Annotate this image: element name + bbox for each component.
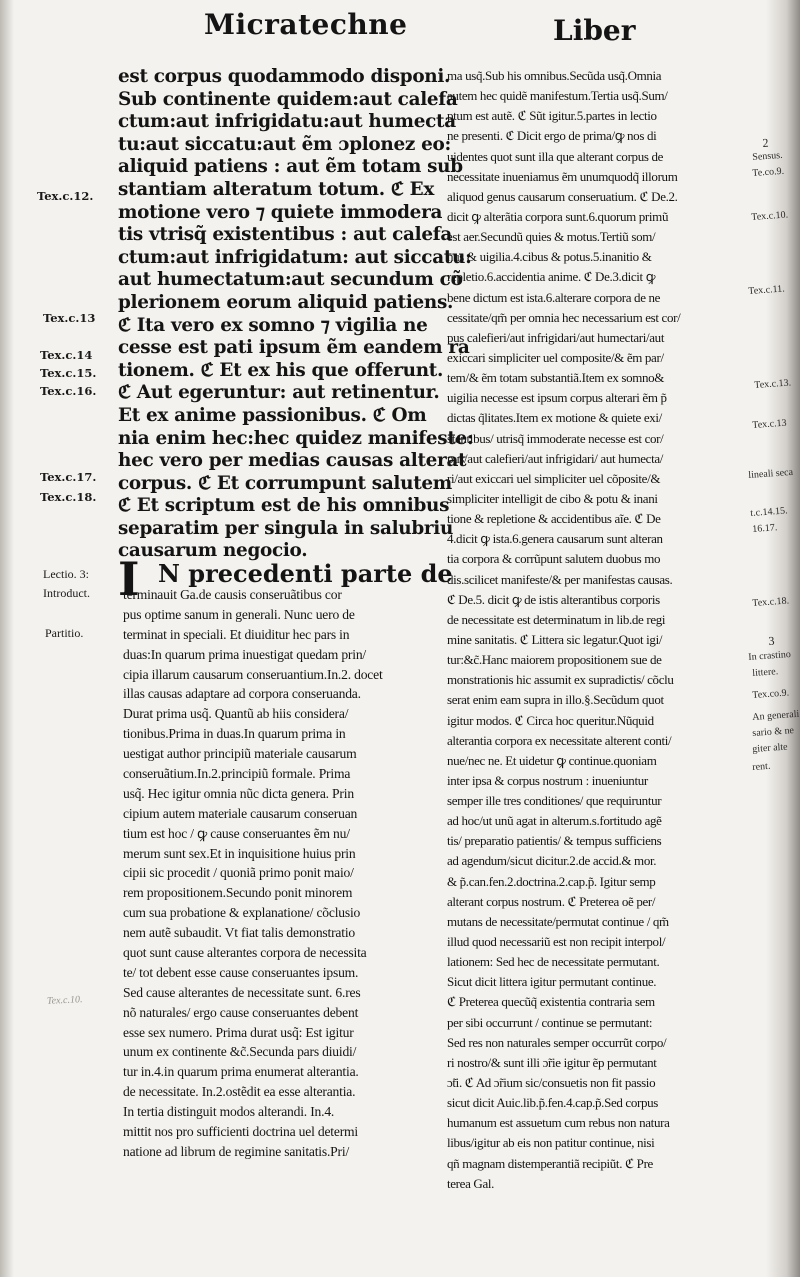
text-line: cipia illarum causarum conseruantium.In.2. docet <box>123 666 383 682</box>
text-line: inter ipsa & corpus nostrum : inueniuntur <box>447 772 648 788</box>
right-margin-note: Tex.c.13 <box>752 417 787 431</box>
text-line: ɔ̃ti. ℭ Ad ɔ̃rium sic/consuetis non fit passio <box>447 1075 656 1091</box>
margin-note: Tex.c.16. <box>40 384 97 398</box>
text-line: terminat in speciali. Et diuiditur hec pars in <box>123 626 350 642</box>
text-line: libus/igitur ab eis non patitur continue, nisi <box>447 1135 655 1151</box>
text-line: cipium autem materiale causarum conseruan <box>123 805 358 821</box>
text-line: Sed cause alterantes de necessitate sunt. 6.res <box>123 984 361 1000</box>
text-line: esse sex numero. Prima durat usq̃: Est igitur <box>123 1024 354 1040</box>
text-line: necessitate inueniamus ẽm unumquodq̃ illorum <box>447 168 678 184</box>
text-line: ℭ Et scriptum est de his omnibus <box>118 495 450 517</box>
text-line: mittit nos pro sufficienti doctrina uel determi <box>123 1124 358 1140</box>
text-line: ad hoc/ut unũ agat in alterum.s.fortitudo agẽ <box>447 813 662 829</box>
text-line: cesse est pati ipsum ẽm eandem ra <box>118 337 470 359</box>
text-line: terminauit Ga.de causis conseruãtibus cor <box>123 587 342 602</box>
lectio-title: N precedenti parte de <box>158 559 453 588</box>
right-margin-note: An generali <box>752 708 800 723</box>
text-line: conseruãtium.In.2.principiũ formale. Prima <box>123 766 351 782</box>
right-margin-note: 2 <box>762 135 769 150</box>
text-line: quot sunt cause alterantes corpora de necessita <box>123 945 367 961</box>
text-line: pus/aut calefieri/aut infrigidari/ aut humecta/ <box>447 450 664 466</box>
text-line: Durat prima usq̃. Quantũ ab hiis considera/ <box>123 706 349 722</box>
right-margin-note: Tex.co.9. <box>752 687 790 701</box>
text-line: de necessitate est determinatum in lib.de regi <box>447 611 666 627</box>
text-line: illud quod necessariũ est non recipit interpol/ <box>447 934 666 950</box>
margin-note: Partitio. <box>45 626 84 640</box>
text-line: alterantia corpora ex necessitate alterent conti/ <box>447 732 672 748</box>
text-line: uidentes quot sunt illa que alterant corpus de <box>447 148 664 164</box>
bleed-through-text: Tex.c.10. <box>46 994 83 1007</box>
right-margin-note: 3 <box>768 633 775 648</box>
right-margin-note: Tex.c.11. <box>748 283 786 297</box>
text-line: tem/& ẽm totam substantiã.Item ex somno& <box>447 370 665 386</box>
right-margin-note: 16.17. <box>752 522 778 535</box>
text-line: ne presenti. ℭ Dicit ergo de prima/ꝙ nos di <box>447 128 657 144</box>
text-line: nus & uigilia.4.cibus & potus.5.inanitio & <box>447 249 652 265</box>
text-line: tium est hoc / ꝙ cause conseruantes ẽm nu/ <box>123 825 350 841</box>
text-line: causarum negocio. <box>118 540 308 562</box>
text-line: tu:aut siccatu:aut ẽm ɔplonez eo: <box>118 133 451 155</box>
text-line: pus calefieri/aut infrigidari/aut humectari/aut <box>447 329 665 345</box>
right-margin-note: Tex.c.10. <box>751 209 789 223</box>
text-line: ctum:aut infrigidatu:aut humecta <box>118 111 456 133</box>
text-line: sicut dicit Auic.lib.p̃.fen.4.cap.p̃.Sed corpus <box>447 1095 658 1111</box>
text-line: aut humectatum:aut secundum cõ <box>118 269 463 291</box>
text-line: exiccari simpliciter uel composite/& ẽm par/ <box>447 349 664 365</box>
left-gothic-text <box>118 66 474 563</box>
text-line: mutans de necessitate/permutat continue / qm̃ <box>447 913 669 929</box>
text-line: semper ille tres conditiones/ que requiruntur <box>447 793 662 809</box>
text-line: tis/ preparatio patientis/ & tempus sufficiens <box>447 833 662 849</box>
text-line: terea Gal. <box>447 1175 495 1191</box>
margin-note: Tex.c.17. <box>40 470 97 484</box>
text-line: Et ex anime passionibus. ℭ Om <box>118 404 427 426</box>
text-line: tione & repletione & accidentibus aĩe. ℭ De <box>447 511 661 527</box>
text-line: repletio.6.accidentia anime. ℭ De.3.dicit ꝙ <box>447 269 656 285</box>
text-line: nia enim hec:hec quidez manifeste: <box>118 427 474 449</box>
text-line: est corpus quodammodo disponi. <box>118 66 451 87</box>
text-line: dictas q̃litates.Item ex motione & quiete exi/ <box>447 410 662 426</box>
text-line: separatim per singula in salubriu <box>118 517 454 539</box>
text-line: 4.dicit ꝙ ista.6.genera causarum sunt alteran <box>447 531 663 547</box>
page-gutter-shadow <box>0 0 14 1277</box>
text-line: cipii sic procedit / quoniã primo ponit maio/ <box>123 865 354 881</box>
text-line: qñ magnam distemperantiã recipiũt. ℭ Pre <box>447 1155 653 1171</box>
text-line: dis.scilicet manifeste/& per manifestas causas. <box>447 571 673 587</box>
text-line: tionem. ℭ Et ex his que offerunt. <box>118 359 444 381</box>
text-line: ℭ Aut egeruntur: aut retinentur. <box>118 382 440 404</box>
running-header-book: Liber <box>553 14 636 47</box>
text-line: ctum:aut infrigidatum: aut siccatu: <box>118 246 472 268</box>
text-line: tia corpora & corrũpunt salutem duobus mo <box>447 551 661 567</box>
text-line: tis vtrisq̃ existentibus : aut calefa <box>118 224 452 246</box>
text-line: cum sua probatione & explanatione/ cõclusio <box>123 905 361 921</box>
text-line: aliquod genus causarum conseruatium. ℭ De.2. <box>447 188 678 204</box>
text-line: Sub continente quidem:aut calefa <box>118 88 458 110</box>
margin-note: Tex.c.13 <box>43 311 96 325</box>
right-margin-note: littere. <box>752 666 779 679</box>
text-line: humanum est assuetum cum rebus non natura <box>447 1115 670 1131</box>
text-line: de necessitate. In.2.ostẽdit ea esse alterantia. <box>123 1084 356 1100</box>
text-line: aliquid patiens : aut ẽm totam sub <box>118 156 463 178</box>
text-line: natione ad librum de regimine sanitatis.Pri/ <box>123 1143 350 1159</box>
text-line: motione vero ⁊ quiete immodera <box>118 201 443 223</box>
text-line: merum sunt sex.Et in inquisitione huius prin <box>123 845 356 861</box>
text-line: mine sanitatis. ℭ Littera sic legatur.Quot igi/ <box>447 631 663 647</box>
text-line: autem hec quidẽ manifestum.Tertia usq̃.Sum/ <box>447 88 668 104</box>
margin-note: Tex.c.12. <box>37 189 94 203</box>
text-line: nem autẽ subaudit. Vt fiat talis demonstratio <box>123 925 355 941</box>
margin-note: Tex.c.15. <box>40 366 97 380</box>
right-margin-note: In crastino <box>748 649 792 663</box>
text-line: Sed res non naturales semper occurrũt corpo/ <box>447 1034 667 1050</box>
text-line: monstrationis hic assumit ex supradictis/ cõclu <box>447 672 674 688</box>
text-line: ad agendum/sicut dicitur.2.de accid.& mor. <box>447 853 657 869</box>
text-line: simpliciter intelligit de cibo & potu & inani <box>447 490 658 506</box>
text-line: per sibi occurrunt / continue se permutant: <box>447 1014 653 1030</box>
text-line: pus optime sanum in generali. Nunc uero de <box>123 606 355 622</box>
text-line: stantiam alteratum totum. ℭ Ex <box>118 178 435 200</box>
margin-note: Tex.c.18. <box>40 490 97 504</box>
margin-note: Lectio. 3: <box>43 567 89 581</box>
text-line: rem propositionem.Secundo ponit minorem <box>123 885 353 901</box>
text-line: alterant corpus nostrum. ℭ Preterea oẽ per/ <box>447 893 656 909</box>
text-line: nõ naturales/ ergo cause conseruantes debent <box>123 1004 359 1020</box>
text-line: igitur modos. ℭ Circa hoc queritur.Nũquid <box>447 712 654 728</box>
text-line: cessitate/qm̃ per omnia hec necessarium est cor/ <box>447 309 681 325</box>
text-line: ri nostro/& sunt illi ɔ̃rie igitur ẽp permutant <box>447 1054 657 1070</box>
right-margin-note: Tex.c.18. <box>752 595 790 609</box>
text-line: In tertia distinguit modos alterandi. In.4. <box>123 1104 335 1120</box>
text-line: usq̃. Hec igitur omnia nũc dicta genera. Prin <box>123 785 354 801</box>
margin-note: Introduct. <box>43 586 90 600</box>
text-line: tionibus.Prima in duas.In quarum prima in <box>123 726 346 742</box>
text-line: illas causas adaptare ad corpora conseruanda. <box>123 686 361 702</box>
right-commentary-text <box>447 66 747 1194</box>
right-margin-note: sario & ne <box>752 725 795 739</box>
text-line: te/ tot debent esse cause conseruantes ipsum. <box>123 964 359 980</box>
right-margin-note: Tex.c.13. <box>754 377 792 391</box>
right-margin-note: Te.co.9. <box>752 165 785 179</box>
text-line: uigilia necesse est ipsum corpus alterari ẽm p̃ <box>447 390 667 406</box>
text-line: duas:In quarum prima inuestigat quedam prin/ <box>123 646 367 662</box>
text-line: uestigat author principiũ materiale causarum <box>123 746 357 762</box>
text-line: ℭ De.5. dicit ꝙ de istis alterantibus corporis <box>447 591 660 607</box>
text-line: hec vero per medias causas alterat <box>118 450 467 472</box>
text-line: serat enim eam supra in illo.§.Secũdum quot <box>447 692 664 708</box>
text-line: tur in.4.in quarum prima enumerat alterantia. <box>123 1064 359 1080</box>
text-line: stentibus/ utrisq̃ immoderate necesse est cor/ <box>447 430 664 446</box>
text-line: ptum est autẽ. ℭ Sũt igitur.5.partes in lectio <box>447 108 657 124</box>
text-line: ℭ Preterea quecũq̃ existentia contraria sem <box>447 994 655 1010</box>
text-line: est aer.Secundũ quies & motus.Tertiũ som/ <box>447 229 656 245</box>
text-line: dicit ꝙ alterãtia corpora sunt.6.quorum primũ <box>447 208 669 224</box>
text-line: ℭ Ita vero ex somno ⁊ vigilia ne <box>118 314 428 336</box>
text-line: tur:&c̃.Hanc maiorem propositionem sue de <box>447 652 662 668</box>
left-commentary-text <box>123 585 439 1162</box>
text-line: lationem: Sed hec de necessitate permutant. <box>447 954 660 970</box>
text-line: & p̃.can.fen.2.doctrina.2.cap.p̃. Igitur semp <box>447 873 656 889</box>
text-line: unum ex continente &c̃.Secunda pars diuidi/ <box>123 1044 357 1060</box>
running-header-title: Micratechne <box>204 8 408 41</box>
text-line: nue/nec ne. Et uidetur ꝙ continue.quoniam <box>447 752 657 768</box>
right-margin-note: rent. <box>752 760 771 773</box>
text-line: ma usq̃.Sub his omnibus.Secũda usq̃.Omnia <box>447 68 662 83</box>
text-line: corpus. ℭ Et corrumpunt salutem <box>118 472 452 494</box>
text-line: Sicut dicit littera igitur permutant continue. <box>447 974 657 990</box>
text-line: bene dictum est ista.6.alterare corpora de ne <box>447 289 661 305</box>
margin-note: Tex.c.14 <box>40 348 93 362</box>
text-line: plerionem eorum aliquid patiens. <box>118 291 454 313</box>
right-margin-note: t.c.14.15. <box>750 505 788 519</box>
right-margin-note: Sensus. <box>752 149 783 163</box>
right-margin-note: giter alte <box>752 741 788 755</box>
text-line: ri/aut exiccari uel simpliciter uel cõposite/& <box>447 470 661 486</box>
drop-cap: I <box>118 552 140 606</box>
right-margin-note: lineali seca <box>748 466 794 481</box>
